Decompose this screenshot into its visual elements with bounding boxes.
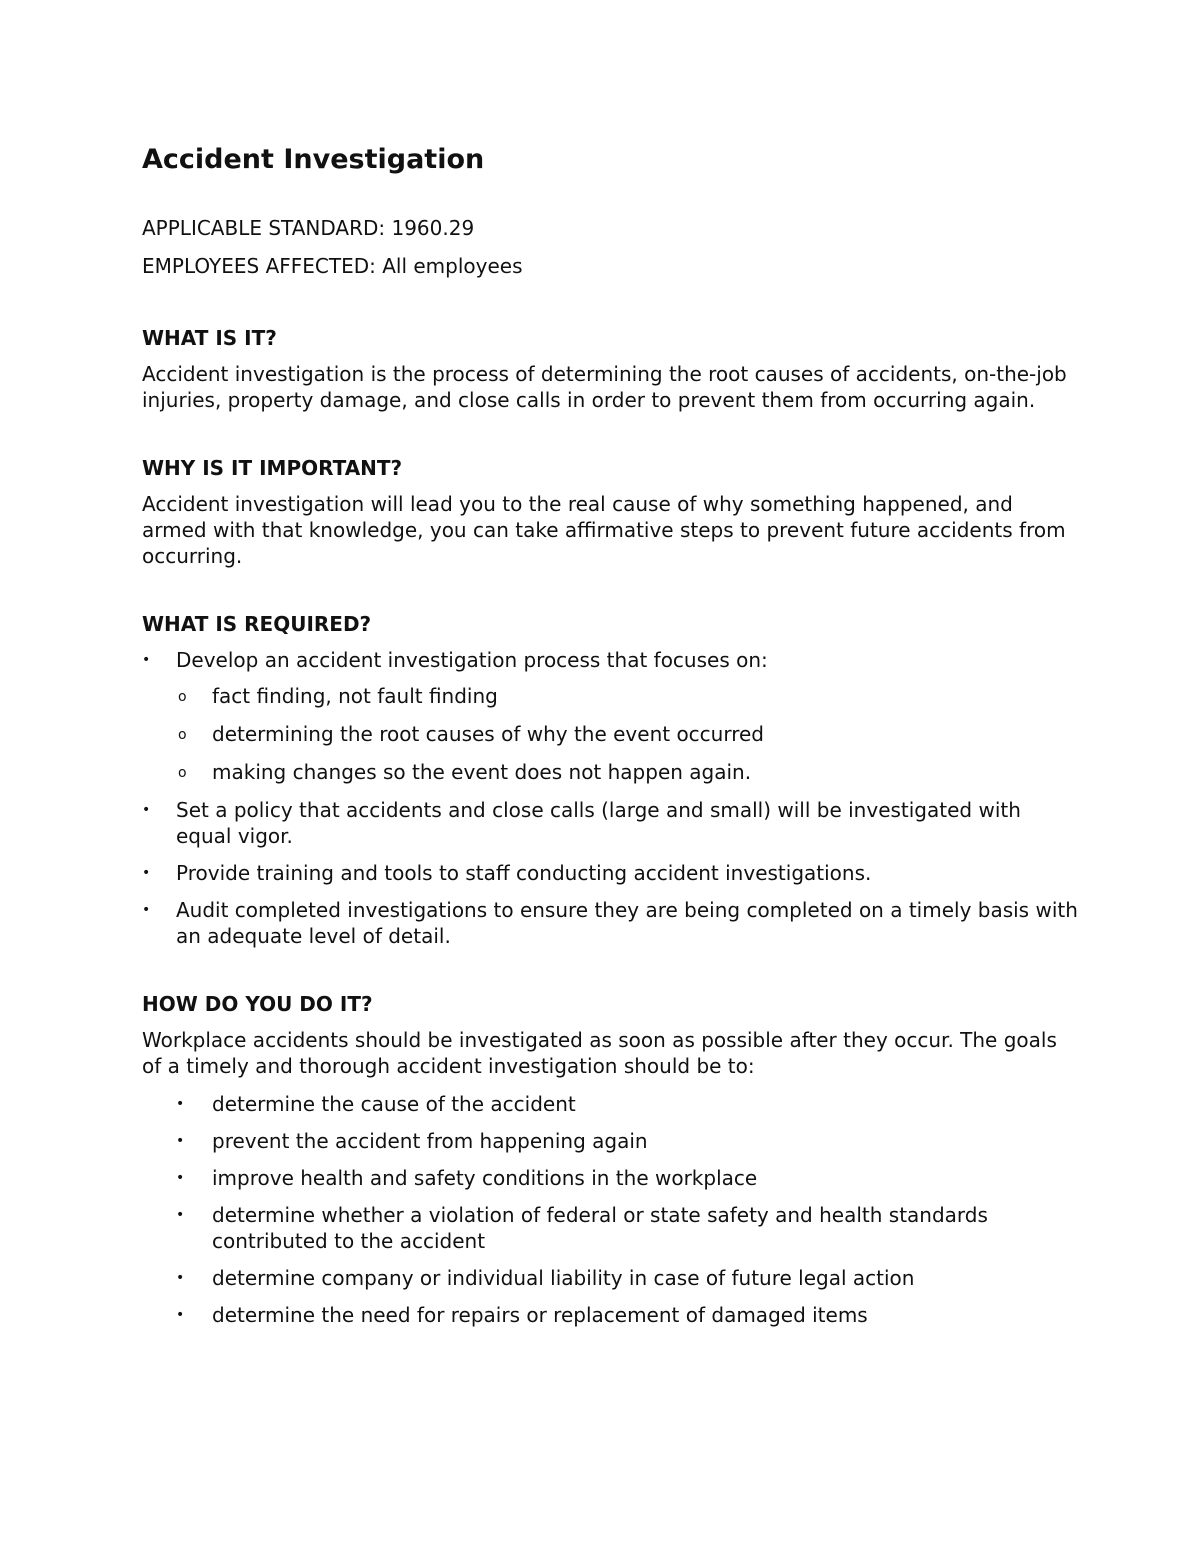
section-heading: HOW DO YOU DO IT? bbox=[142, 992, 373, 1016]
list-item bbox=[142, 1202, 1082, 1254]
sub-list-item bbox=[176, 721, 1082, 747]
section-heading: WHY IS IT IMPORTANT? bbox=[142, 456, 403, 480]
list-item bbox=[142, 1165, 1082, 1191]
section-what-required bbox=[142, 611, 1082, 949]
list-item-text: improve health and safety conditions in the workplace bbox=[212, 1166, 758, 1190]
bullet-icon: • bbox=[176, 1096, 185, 1112]
document-title: Accident Investigation bbox=[142, 144, 485, 175]
list-item bbox=[142, 1265, 1082, 1291]
sub-list-item bbox=[176, 683, 1082, 709]
list-item bbox=[142, 897, 1082, 949]
section-how-do-it bbox=[142, 991, 1082, 1328]
sub-list-item-text: fact finding, not fault finding bbox=[212, 684, 498, 708]
sub-list-item-text: determining the root causes of why the event occurred bbox=[212, 722, 765, 746]
list-item-text: determine whether a violation of federal or state safety and health standards contributed to the accident bbox=[212, 1203, 988, 1253]
list-item-text: determine company or individual liability in case of future legal action bbox=[212, 1266, 915, 1290]
employees-affected-label: EMPLOYEES AFFECTED: bbox=[142, 254, 376, 278]
circle-bullet-icon: o bbox=[178, 689, 187, 705]
section-paragraph: Accident investigation will lead you to the real cause of why something happened, and armed with that knowledge, you can take affirmative steps to prevent future accidents from occurring. bbox=[142, 492, 1066, 568]
applicable-standard-label: APPLICABLE STANDARD: bbox=[142, 216, 386, 240]
list-item-text: Set a policy that accidents and close calls (large and small) will be investigated with equal vigor. bbox=[176, 798, 1021, 848]
circle-bullet-icon: o bbox=[178, 765, 187, 781]
employees-affected-line bbox=[142, 253, 1082, 279]
section-paragraph: Workplace accidents should be investigated as soon as possible after they occur. The goals of a timely and thorough accident investigation should be to: bbox=[142, 1028, 1057, 1078]
list-item-text: determine the need for repairs or replacement of damaged items bbox=[212, 1303, 868, 1327]
sub-list-item bbox=[176, 759, 1082, 785]
list-item-text: Provide training and tools to staff conducting accident investigations. bbox=[176, 861, 872, 885]
requirements-list bbox=[142, 647, 1082, 949]
list-item bbox=[142, 1091, 1082, 1117]
bullet-icon: • bbox=[142, 902, 151, 918]
section-heading: WHAT IS REQUIRED? bbox=[142, 612, 372, 636]
list-item bbox=[142, 1128, 1082, 1154]
list-item-text: prevent the accident from happening again bbox=[212, 1129, 648, 1153]
employees-affected-value: All employees bbox=[382, 254, 523, 278]
list-item bbox=[142, 647, 1082, 785]
bullet-icon: • bbox=[142, 802, 151, 818]
applicable-standard-value: 1960.29 bbox=[391, 216, 475, 240]
section-what-is-it bbox=[142, 325, 1082, 413]
list-item-text: determine the cause of the accident bbox=[212, 1092, 576, 1116]
list-item-text: Develop an accident investigation process that focuses on: bbox=[176, 648, 768, 672]
bullet-icon: • bbox=[142, 865, 151, 881]
circle-bullet-icon: o bbox=[178, 727, 187, 743]
list-item bbox=[142, 1302, 1082, 1328]
list-item bbox=[142, 860, 1082, 886]
bullet-icon: • bbox=[176, 1170, 185, 1186]
bullet-icon: • bbox=[142, 652, 151, 668]
document-page bbox=[142, 143, 1082, 1339]
bullet-icon: • bbox=[176, 1207, 185, 1223]
sub-list-item-text: making changes so the event does not happen again. bbox=[212, 760, 752, 784]
applicable-standard-line bbox=[142, 215, 1082, 241]
list-item bbox=[142, 797, 1082, 849]
bullet-icon: • bbox=[176, 1270, 185, 1286]
section-paragraph: Accident investigation is the process of determining the root causes of accidents, on-the-job injuries, property damage, and close calls in order to prevent them from occurring again. bbox=[142, 362, 1067, 412]
goals-list bbox=[142, 1091, 1082, 1328]
bullet-icon: • bbox=[176, 1307, 185, 1323]
sub-list bbox=[176, 683, 1082, 785]
section-heading: WHAT IS IT? bbox=[142, 326, 277, 350]
bullet-icon: • bbox=[176, 1133, 185, 1149]
list-item-text: Audit completed investigations to ensure they are being completed on a timely basis with an adequate level of detail. bbox=[176, 898, 1078, 948]
section-why-important bbox=[142, 455, 1082, 569]
